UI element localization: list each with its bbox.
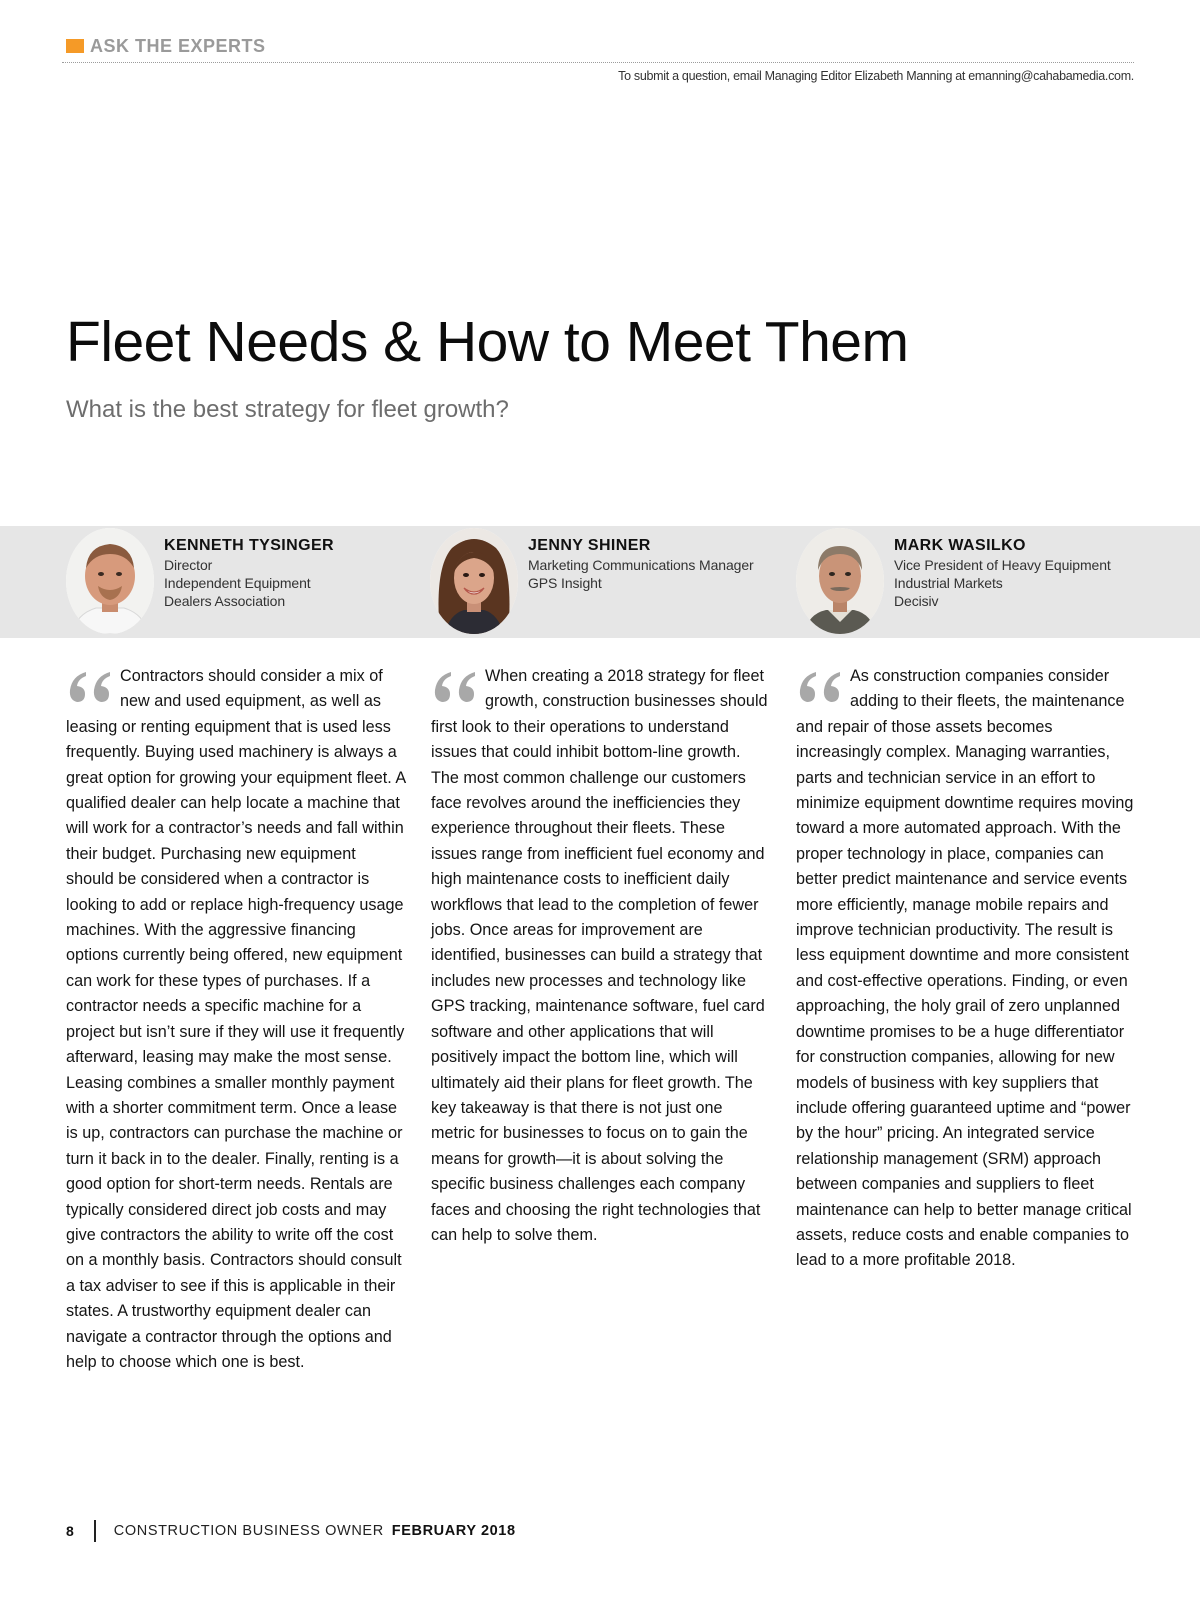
page-number: 8 (66, 1523, 74, 1539)
article-title: Fleet Needs & How to Meet Them (66, 310, 909, 374)
expert-info (528, 536, 778, 592)
page-footer (66, 1520, 516, 1542)
expert-title-line: GPS Insight (528, 575, 602, 592)
expert-info (164, 536, 414, 610)
expert-title-line: Marketing Communications Manager (528, 557, 754, 574)
issue-date: FEBRUARY 2018 (391, 1523, 516, 1539)
expert-title-line: Independent Equipment (164, 575, 311, 592)
header-divider (62, 62, 1134, 63)
open-quote-icon (431, 666, 485, 712)
article-subtitle: What is the best strategy for fleet growth? (66, 396, 509, 423)
footer-divider (94, 1520, 96, 1542)
section-marker-square (66, 39, 84, 53)
answer-column-jenny-shiner (431, 664, 771, 1248)
expert-title-line: Dealers Association (164, 593, 286, 610)
expert-jenny-shiner (430, 526, 770, 638)
expert-mark-wasilko (796, 526, 1136, 638)
expert-title-line: Vice President of Heavy Equipment (894, 557, 1111, 574)
expert-name: JENNY SHINER (528, 537, 651, 554)
open-quote-icon (66, 666, 120, 712)
expert-name: MARK WASILKO (894, 537, 1026, 554)
answer-column-kenneth-tysinger (66, 664, 406, 1375)
jenny-shiner-photo-icon (430, 528, 518, 634)
section-header (66, 36, 266, 56)
expert-kenneth-tysinger (66, 526, 406, 638)
expert-title-line: Decisiv (894, 593, 939, 610)
submit-question-note: To submit a question, email Managing Editor Elizabeth Manning at emanning@cahabamedia.com. (618, 69, 1134, 83)
open-quote-icon (796, 666, 850, 712)
section-label: ASK THE EXPERTS (90, 35, 266, 56)
experts-band (0, 526, 1200, 638)
expert-name: KENNETH TYSINGER (164, 537, 334, 554)
publication-name: CONSTRUCTION BUSINESS OWNER (113, 1523, 384, 1539)
kenneth-tysinger-photo-icon (66, 528, 154, 634)
answer-column-mark-wasilko (796, 664, 1136, 1274)
mark-wasilko-photo-icon (796, 528, 884, 634)
expert-answer: When creating a 2018 strategy for fleet growth, construction businesses should first look to their operations to understand issues that could inhibit bottom-line growth. The most common challenge our customers face revolves around the inefficiencies they experience throughout their fleets. These issues range from inefficient fuel economy and high maintenance costs to inefficient daily workflows that lead to the completion of fewer jobs. Once areas for improvement are identified, businesses can build a strategy that includes new processes and technology like GPS tracking, maintenance software, fuel card software and other applications that will positively impact the bottom line, which will ultimately aid their plans for fleet growth. The key takeaway is that there is not just one metric for businesses to focus on to gain the means for growth—it is about solving the specific business challenges each company faces and choosing the right technologies that can help to solve them. (431, 667, 768, 1244)
expert-answer: As construction companies consider adding to their fleets, the maintenance and repair of those assets becomes increasingly complex. Managing warranties, parts and technician service in an effort to minimize equipment downtime requires moving toward a more automated approach. With the proper technology in place, companies can better predict maintenance and service events more efficiently, manage mobile repairs and improve technician productivity. The result is less equipment downtime and more consistent and cost-effective operations. Finding, or even approaching, the holy grail of zero unplanned downtime promises to be a huge differentiator for construction companies, allowing for new models of business with key suppliers that include offering guaranteed uptime and “power by the hour” pricing. An integrated service relationship management (SRM) approach between companies and suppliers to fleet maintenance can help to better manage critical assets, reduce costs and enable companies to lead to a more profitable 2018. (796, 667, 1134, 1270)
expert-title-line: Industrial Markets (894, 575, 1003, 592)
expert-title-line: Director (164, 557, 213, 574)
expert-answer: Contractors should consider a mix of new and used equipment, as well as leasing or renting equipment that is used less frequently. Buying used machinery is always a great option for growing your equipment fleet. A qualified dealer can help locate a machine that will work for a contractor’s needs and fall within their budget. Purchasing new equipment should be considered when a contractor is looking to add or replace high-frequency usage machines. With the aggressive financing options currently being offered, new equipment can work for these types of purchases. If a contractor needs a specific machine for a project but isn’t sure if they will use it frequently afterward, leasing may make the most sense. Leasing combines a smaller monthly payment with a shorter commitment term. Once a lease is up, contractors can purchase the machine or turn it back in to the dealer. Finally, renting is a good option for short-term needs. Rentals are typically considered direct job costs and may give contractors the ability to write off the cost on a monthly basis. Contractors should consult a tax adviser to see if this is applicable in their states. A trustworthy equipment dealer can navigate a contractor through the options and help to choose which one is best. (66, 667, 406, 1371)
expert-info (894, 536, 1144, 610)
